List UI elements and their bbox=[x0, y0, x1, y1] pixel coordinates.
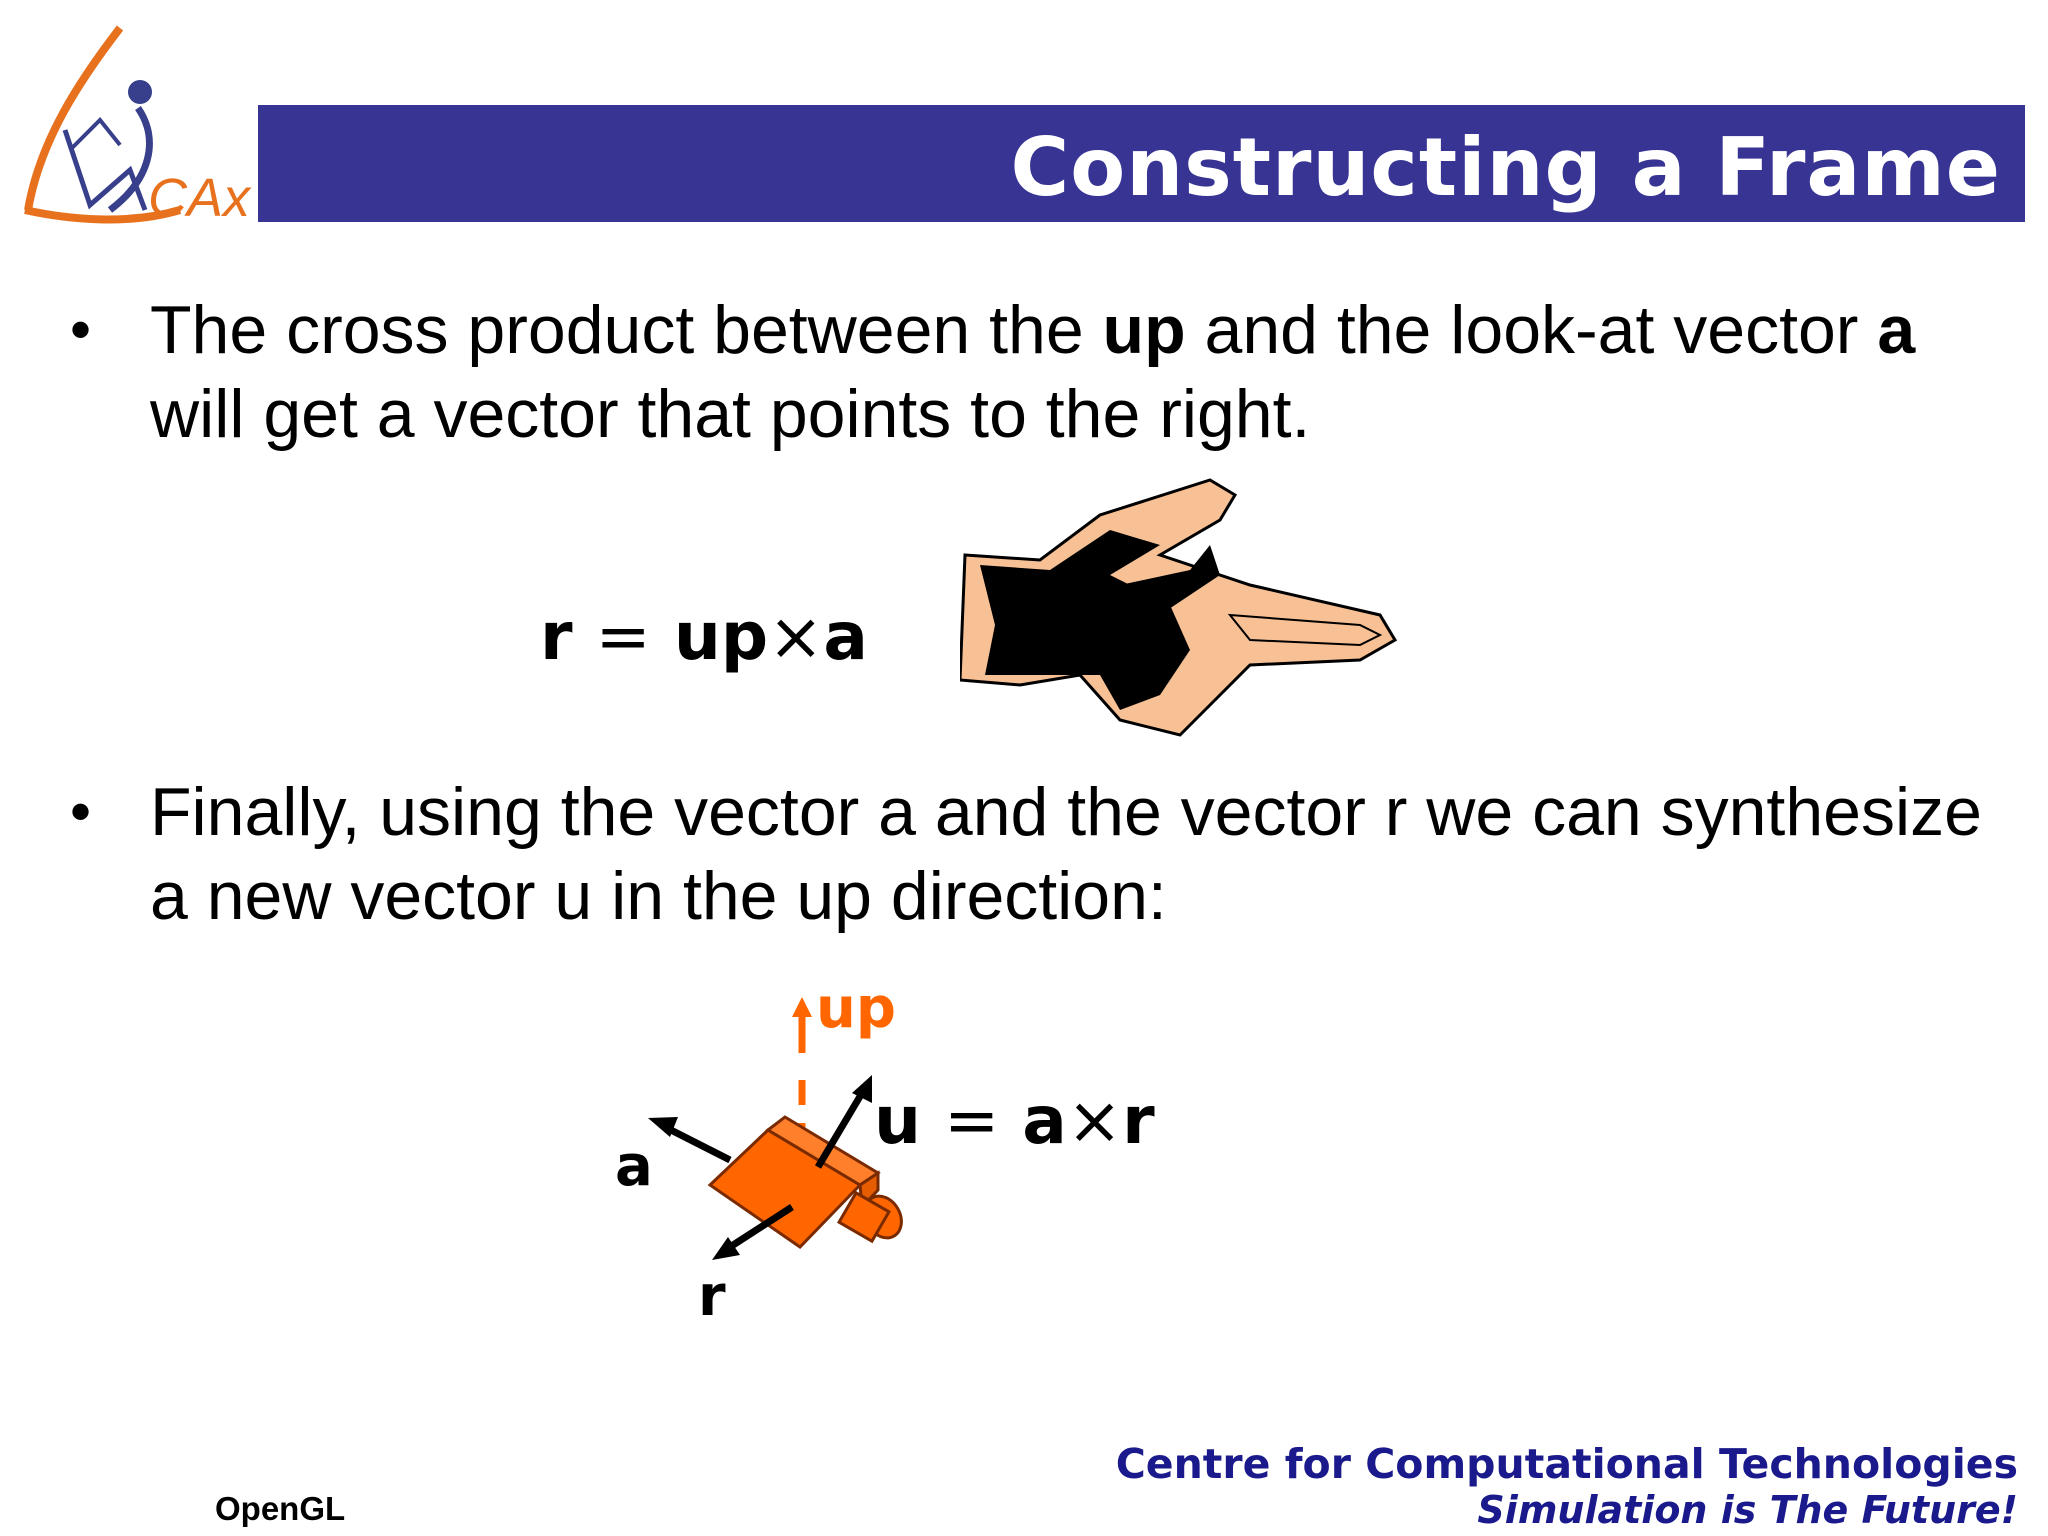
r-label: r bbox=[698, 1264, 726, 1325]
formula-r: r = up×a bbox=[540, 598, 868, 675]
footer-organization: Centre for Computational Technologies bbox=[1115, 1440, 2018, 1488]
bullet-dot: • bbox=[70, 296, 92, 363]
slide-title: Constructing a Frame bbox=[1010, 121, 2001, 214]
a-label: a bbox=[615, 1134, 653, 1199]
up-label: up bbox=[816, 976, 896, 1041]
footer-opengl: OpenGL bbox=[215, 1490, 346, 1527]
a-arrow bbox=[665, 1127, 730, 1160]
bullet-2-text: Finally, using the vector a and the vector r we can synthesize a new vector u in the up direction: bbox=[150, 774, 1982, 934]
cax-logo bbox=[10, 20, 260, 230]
bullet-1-text: The cross product between the up and the look-at vector a will get a vector that points to the right. bbox=[150, 292, 1916, 452]
pointing-hand-image bbox=[960, 475, 1400, 745]
logo-text: CAx bbox=[148, 168, 251, 228]
footer-tagline: Simulation is The Future! bbox=[1477, 1488, 2018, 1532]
title-bar bbox=[258, 105, 2025, 222]
bullet-dot: • bbox=[70, 778, 92, 845]
formula-u: u = a×r bbox=[874, 1082, 1155, 1159]
